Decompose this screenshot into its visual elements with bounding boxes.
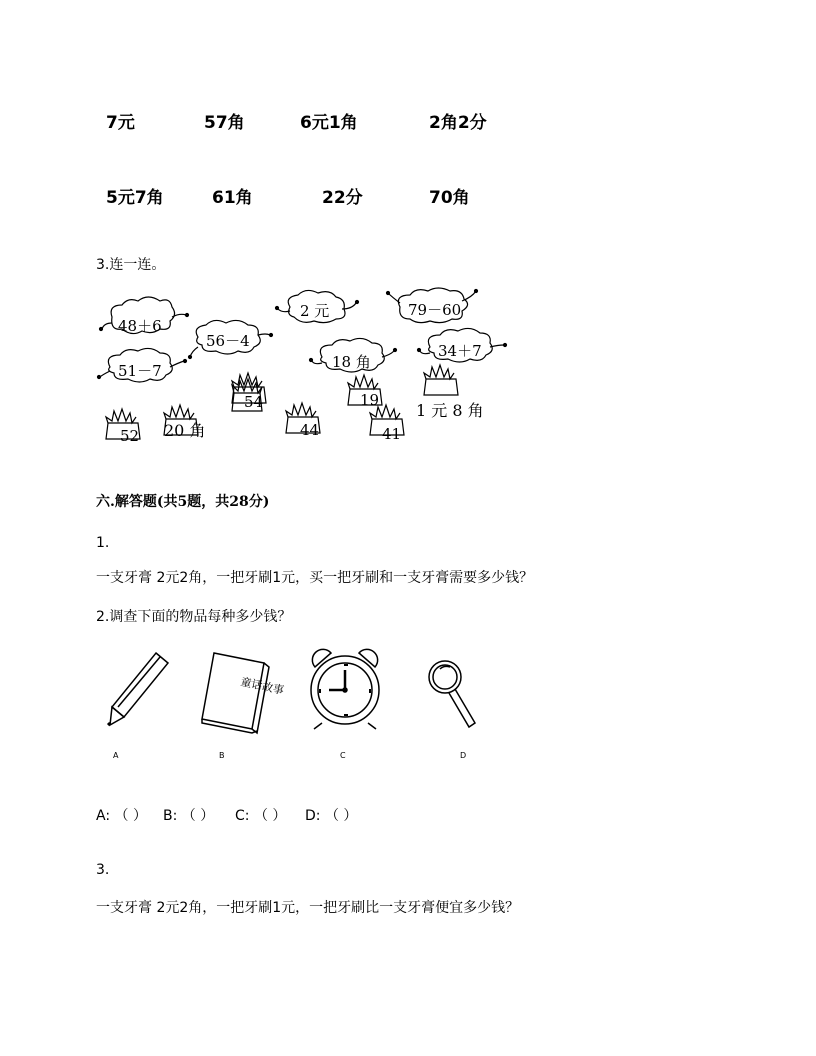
grass-label: 52 <box>120 427 140 445</box>
money-item: 2角2分 <box>429 113 487 133</box>
items-illustration <box>100 645 500 735</box>
connect-question-label: 3.连一连。 <box>96 257 166 273</box>
plain-money-label: 20 角 <box>164 421 206 440</box>
grass-label: 54 <box>244 393 264 411</box>
cloud-label: 79－60 <box>408 301 462 319</box>
magnifier-icon <box>429 661 475 727</box>
cloud-label: 34＋7 <box>438 342 482 360</box>
question-text: 一支牙膏 2元2角，一把牙刷1元，买一把牙刷和一支牙膏需要多少钱？ <box>96 570 534 586</box>
money-item: 70角 <box>429 188 470 208</box>
money-item: 7元 <box>106 113 135 133</box>
money-item: 5元7角 <box>106 188 164 208</box>
grass-label: 19 <box>360 391 380 409</box>
grass-shape <box>424 365 458 395</box>
alarm-clock-icon <box>311 649 379 729</box>
book-cover-text: 童话故事 <box>239 675 286 698</box>
cloud-label: 48＋6 <box>118 317 162 335</box>
grass-label: 44 <box>300 421 320 439</box>
item-caption: D <box>460 751 467 760</box>
question-text: 2.调查下面的物品每种多少钱？ <box>96 609 292 625</box>
answer-blank-d: D: （ ） <box>305 808 358 824</box>
answer-blank-c: C: （ ） <box>235 808 287 824</box>
storybook-icon <box>202 653 269 733</box>
answer-blank-a: A: （ ） <box>96 808 147 824</box>
item-caption: A <box>113 751 119 760</box>
cloud-label: 51－7 <box>118 362 162 380</box>
money-item: 22分 <box>322 188 363 208</box>
cloud-label: 18 角 <box>332 353 371 371</box>
cloud-label: 2 元 <box>300 302 330 320</box>
question-number: 3. <box>96 862 110 878</box>
section-title: 六.解答题(共5题，共28分) <box>96 494 270 510</box>
connect-diagram <box>90 285 520 450</box>
money-item: 61角 <box>212 188 253 208</box>
question-text: 一支牙膏 2元2角，一把牙刷1元，一把牙刷比一支牙膏便宜多少钱？ <box>96 900 520 916</box>
money-item: 57角 <box>204 113 245 133</box>
question-number: 1. <box>96 535 110 551</box>
money-item: 6元1角 <box>300 113 358 133</box>
grass-label: 41 <box>382 425 402 443</box>
item-caption: B <box>219 751 225 760</box>
item-caption: C <box>340 751 346 760</box>
pencil-icon <box>108 653 168 725</box>
plain-money-label: 1 元 8 角 <box>416 401 484 420</box>
answer-blank-b: B: （ ） <box>163 808 215 824</box>
cloud-label: 56－4 <box>206 332 250 350</box>
